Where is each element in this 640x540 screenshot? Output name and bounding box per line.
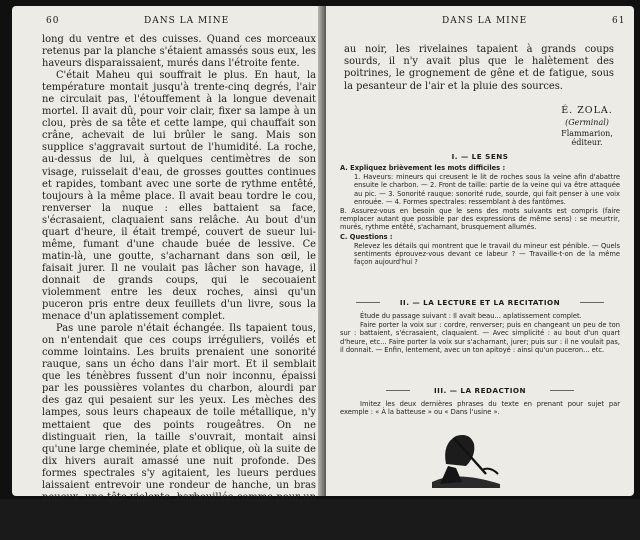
left-body-text <box>42 34 316 540</box>
paragraph: au noir, les rivelaines tapaient à grands coups sourds, il n'y avait plus que le halètement des poitrines, le grognement de gêne et de fatigue, sous la pesanteur de l'air et la pluie des sources. <box>344 44 614 92</box>
section-heading-lecture: II. — LA LECTURE ET LA RECITATION <box>399 298 561 307</box>
redaction-body: Imitez les deux dernières phrases du texte en prenant pour sujet par exemple : « À la batteuse » ou « Dans l'usine ». <box>340 400 620 417</box>
paragraph: long du ventre et des cuisses. Quand ces morceaux retenus par la planche s'étaient amassés sous eux, les haveurs disparaissaient, murés dans l'étroite fente. <box>42 34 316 70</box>
work-title: (Germinal) <box>565 118 609 127</box>
lecture-body: Faire porter la voix sur : cordre, renverser; puis en changeant un peu de ton sur : battaient, s'écrasaient, claquaient. — Avec simplicité : au bout d'un quart d'heure, etc... Faire porter la voix sur s'acharnant, jurer; puis sur : il ne voulait pas, il donnait. — Enfin, lentement, avec un ton apitoyé : ainsi qu'un puceron... etc. <box>340 321 620 354</box>
running-head-left: DANS LA MINE <box>144 16 230 26</box>
exercise-a-intro: A. Expliquez brièvement les mots difficiles : <box>340 164 506 172</box>
section-heading-sens: I. — LE SENS <box>451 152 509 161</box>
section-sens-body <box>340 164 620 267</box>
page-number-left: 60 <box>46 16 60 26</box>
exercise-b: B. Assurez-vous en besoin que le sens des mots suivants est compris (faire remplacer autant que possible par des expressions de même sens) : se meurtrir, murés, rythme entêté, s'acharnant, brusquement allumés. <box>340 207 620 232</box>
heading-rule-right <box>580 302 604 303</box>
section-lecture-body <box>340 312 620 355</box>
running-head-right: DANS LA MINE <box>442 16 528 26</box>
left-page <box>12 6 324 539</box>
right-page <box>326 6 634 496</box>
lecture-intro: Étude du passage suivant : Il avait beau... aplatissement complet. <box>360 312 582 320</box>
author-signature: É. ZOLA. <box>561 105 613 116</box>
page-number-right: 61 <box>612 16 626 26</box>
exercise-a-body: 1. Haveurs: mineurs qui creusent le lit de roches sous la veine afin d'abattre ensuite le charbon. — 2. Front de taille: partie de la veine qui va être attaquée au pic. — 3. Sonorité rauque: sonorité rude, sourde, qui fait penser à une voix enrouée. — 4. Formes spectrales: ressemblant à des fantômes. <box>354 173 620 206</box>
publisher-credit: Flammarion, éditeur. <box>561 129 613 147</box>
closing-text <box>344 44 614 93</box>
paragraph: Pas une parole n'était échangée. Ils tapaient tous, on n'entendait que ces coups irréguliers, voilés et comme lointains. Les bruits prenaient une sonorité rauque, sans un écho dans l'air mort. Et il semblait que les ténèbres fussent d'un noir inconnu, épaissi par les poussières volantes du charbon, alourdi par des gaz qui pesaient sur les yeux. Les mèches des lampes, sous leurs chapeaux de toile métallique, n'y mettaient que des points rougeâtres. On ne distinguait rien, la taille s'ouvrait, montait ainsi qu'une large cheminée, plate et oblique, où la suite de dix hivers aurait amassé une nuit profonde. Des formes spectrales s'y agitaient, les lueurs perdues laissaient entrevoir une rondeur de hanche, un bras noueux, une tête violente, barbouillée comme pour un crime. Parfois, en se détachant, luisaient des blocs de houille, des pans et des arêtes, brusquement allumés d'un reflet de cristal. Puis, tout retombait <box>42 323 316 539</box>
paragraph: C'était Maheu qui souffrait le plus. En haut, la température montait jusqu'à trente-cinq degrés, l'air ne circulait pas, l'étouffement à la longue devenait mortel. Il avait dû, pour voir clair, fixer sa lampe à un clou, près de sa tête et cette lampe, qui chauffait son crâne, achevait de lui brûler le sang. Mais son supplice s'aggravait surtout de l'humidité. La roche, au-dessus de lui, à quelques centimètres de son visage, ruisselait d'eau, de grosses gouttes continues et rapides, tombant avec une sorte de rythme entêté, toujours à la même place. Il avait beau tordre le cou, renverser la nuque : elles battaient sa face, s'écrasaient, claquaient sans relâche. Au bout d'un quart d'heure, il était trempé, couvert de sueur lui-même, fumant d'une chaude buée de lessive. Ce matin-là, une goutte, s'acharnant dans son œil, le faisait jurer. Il ne voulait pas lâcher son havage, il donnait de grands coups, qui le secouaient violemment entre les deux roches, ainsi qu'un puceron pris entre deux feuillets d'un livre, sous la menace d'un aplatissement complet. <box>42 70 316 323</box>
exercise-c-intro: C. Questions : <box>340 232 393 241</box>
heading-rule-right-2 <box>550 390 574 391</box>
exercise-c-body: Relevez les détails qui montrent que le travail du mineur est pénible. — Quels sentiments éprouvez-vous devant ce labeur ? — Travaille-t-on de la même façon aujourd'hui ? <box>354 241 620 267</box>
section-heading-redaction: III. — LA REDACTION <box>433 386 527 395</box>
miner-pick-illustration <box>426 426 506 488</box>
section-redaction-body <box>340 400 620 417</box>
